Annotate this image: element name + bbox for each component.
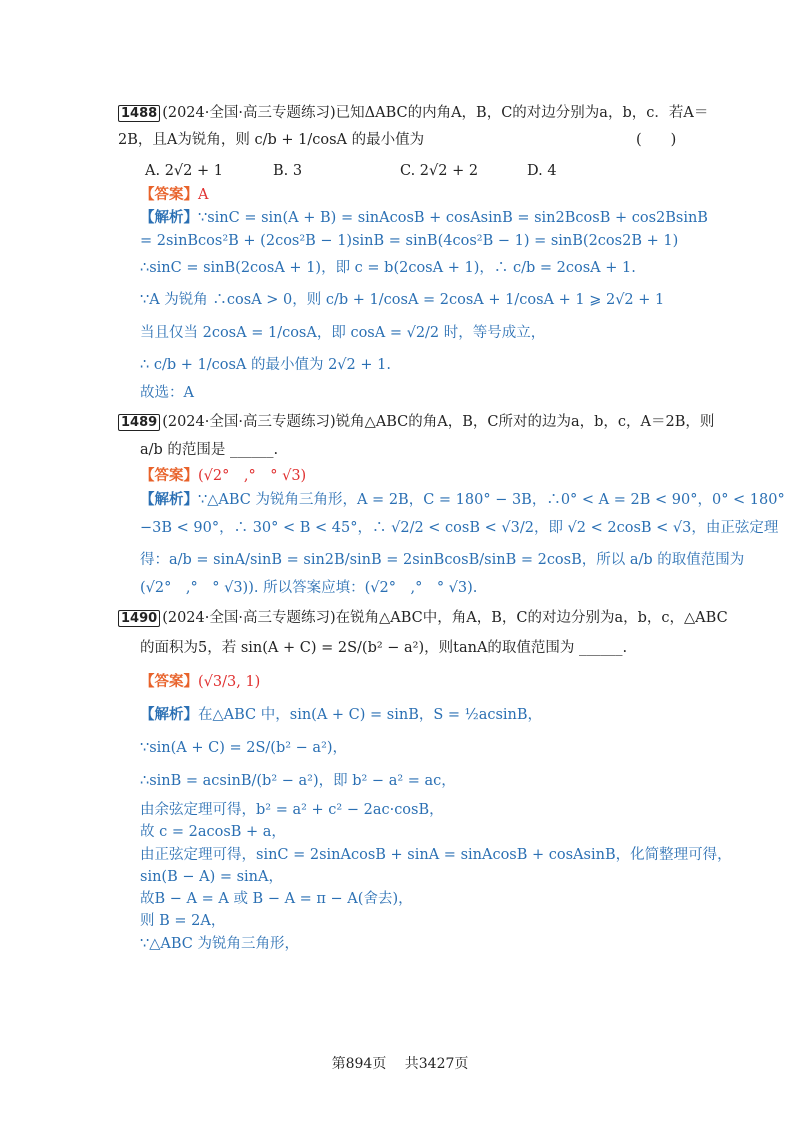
analysis-label: 【解析】 — [140, 209, 198, 226]
analysis-line — [140, 490, 785, 510]
page-footer: 第894页 共3427页 — [331, 1056, 469, 1072]
answer-value: A — [198, 187, 209, 203]
analysis-line: 则 B = 2A， — [140, 913, 226, 929]
analysis-line: (√2° ,° ° √3)). 所以答案应填：(√2° ,° ° √3). — [140, 580, 478, 596]
analysis-line: 故选：A — [140, 385, 194, 401]
stem-text: 2B，且A为锐角，则 c/b + 1/cosA 的最小值为 — [118, 132, 425, 148]
analysis-line: ∴sinB = acsinB/(b² − a²)，即 b² − a² = ac， — [140, 773, 456, 789]
analysis-line: 当且仅当 2cosA = 1/cosA，即 cosA = √2/2 时，等号成立， — [140, 325, 546, 341]
answer-value: (√3/3, 1) — [198, 674, 261, 690]
problem-number: 1490 — [118, 610, 160, 627]
analysis-line: ∵sin(A + C) = 2S/(b² − a²)， — [140, 740, 348, 756]
problem-stem-line — [118, 412, 714, 432]
answer-label: 【答案】 — [140, 467, 198, 484]
analysis-label: 【解析】 — [140, 491, 198, 508]
stem-text: (2024·全国·高三专题练习)锐角△ABC的角A，B，C所对的边为a，b，c，A＝2B，则 — [162, 414, 715, 430]
analysis-line: ∵△ABC 为锐角三角形， — [140, 936, 299, 952]
problem-number: 1488 — [118, 105, 160, 122]
analysis-text: 在△ABC 中，sin(A + C) = sinB，S = ½acsinB， — [198, 707, 543, 723]
problem-stem-line — [118, 608, 728, 628]
answer-row — [140, 466, 306, 486]
analysis-line: ∴sinC = sinB(2cosA + 1)，即 c = b(2cosA + 1)，∴ c/b = 2cosA + 1. — [140, 260, 636, 276]
analysis-line: 由余弦定理可得，b² = a² + c² − 2ac·cosB， — [140, 802, 444, 818]
analysis-line: ∵A 为锐角 ∴cosA > 0，则 c/b + 1/cosA = 2cosA + 1/cosA + 1 ⩾ 2√2 + 1 — [140, 292, 665, 308]
problem-stem-line — [118, 103, 708, 123]
analysis-line: ∴ c/b + 1/cosA 的最小值为 2√2 + 1. — [140, 357, 391, 373]
problem-number: 1489 — [118, 414, 160, 431]
answer-label: 【答案】 — [140, 186, 198, 203]
option-c: C. 2√2 + 2 — [400, 163, 479, 179]
analysis-label: 【解析】 — [140, 706, 198, 723]
problem-stem-line: a/b 的范围是 ______. — [140, 442, 279, 458]
problem-stem-line: 的面积为5，若 sin(A + C) = 2S/(b² − a²)，则tanA的取值范围为 ______. — [140, 640, 628, 656]
option-b: B. 3 — [273, 163, 303, 179]
answer-label: 【答案】 — [140, 673, 198, 690]
problem-stem-line — [118, 130, 424, 150]
option-a: A. 2√2 + 1 — [145, 163, 223, 179]
analysis-line: 故B − A = A 或 B − A = π − A(舍去)， — [140, 891, 413, 907]
answer-row — [140, 672, 260, 692]
analysis-line: −3B < 90°，∴ 30° < B < 45°，∴ √2/2 < cosB < √3/2，即 √2 < 2cosB < √3，由正弦定理 — [140, 520, 779, 536]
analysis-text: ∵sinC = sin(A + B) = sinAcosB + cosAsinB = sin2BcosB + cos2BsinB — [198, 210, 708, 226]
analysis-line: = 2sinBcos²B + (2cos²B − 1)sinB = sinB(4cos²B − 1) = sinB(2cos2B + 1) — [140, 233, 679, 249]
analysis-line — [140, 208, 708, 228]
analysis-line: 由正弦定理可得，sinC = 2sinAcosB + sinA = sinAcosB + cosAsinB，化简整理可得， — [140, 847, 732, 863]
answer-row — [140, 185, 208, 205]
stem-text: (2024·全国·高三专题练习)在锐角△ABC中，角A，B，C的对边分别为a，b，c，△ABC — [162, 610, 728, 626]
analysis-line: sin(B − A) = sinA， — [140, 869, 283, 885]
answer-value: (√2° ,° ° √3) — [198, 468, 307, 484]
option-d: D. 4 — [527, 163, 557, 179]
stem-text: (2024·全国·高三专题练习)已知ΔABC的内角A，B，C的对边分别为a，b，c．若A＝ — [162, 105, 709, 121]
analysis-text: ∵△ABC 为锐角三角形，A = 2B，C = 180° − 3B，∴0° < A = 2B < 90°，0° < 180° — [198, 492, 785, 508]
analysis-line — [140, 705, 542, 725]
analysis-line: 故 c = 2acosB + a， — [140, 824, 286, 840]
analysis-line: 得：a/b = sinA/sinB = sin2B/sinB = 2sinBcosB/sinB = 2cosB，所以 a/b 的取值范围为 — [140, 552, 745, 568]
answer-parenthesis: ( ) — [636, 132, 677, 148]
